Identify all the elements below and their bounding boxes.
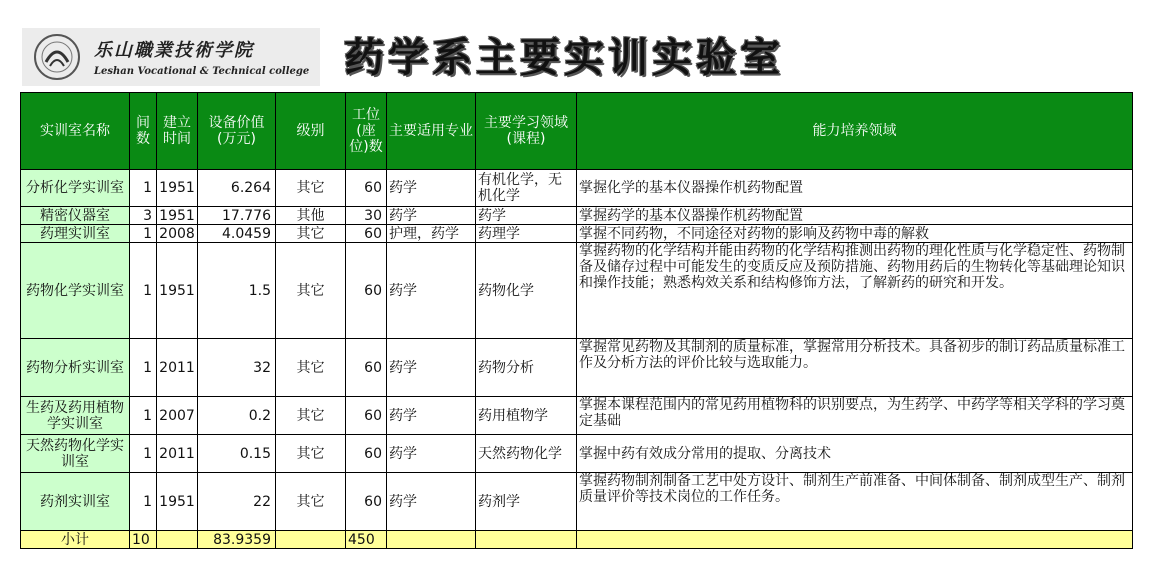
total-row bbox=[21, 531, 1133, 549]
lab-table bbox=[20, 92, 1133, 549]
page-title: 药学系主要实训实验室 bbox=[344, 35, 784, 81]
major-cell: 药学 bbox=[387, 339, 476, 397]
table-row bbox=[21, 243, 1133, 339]
seats-cell: 60 bbox=[346, 339, 387, 397]
logo-chinese-name: 乐山職業技術学院 bbox=[94, 40, 254, 61]
seats-cell: 60 bbox=[346, 397, 387, 435]
total-year-empty bbox=[157, 531, 198, 549]
level-cell: 其他 bbox=[276, 207, 346, 225]
table-row bbox=[21, 397, 1133, 435]
course-cell: 药物分析 bbox=[476, 339, 577, 397]
value-cell: 22 bbox=[198, 473, 276, 531]
table-row bbox=[21, 225, 1133, 243]
year-cell: 1951 bbox=[157, 473, 198, 531]
lab-name: 生药及药用植物学实训室 bbox=[21, 397, 130, 435]
level-cell: 其它 bbox=[276, 473, 346, 531]
ability-cell: 掌握药学的基本仪器操作机药物配置 bbox=[577, 207, 1133, 225]
col-header: 能力培养领域 bbox=[577, 93, 1133, 170]
rooms-cell: 1 bbox=[130, 339, 157, 397]
course-cell: 药物化学 bbox=[476, 243, 577, 339]
seats-cell: 60 bbox=[346, 473, 387, 531]
col-header: 主要学习领域(课程) bbox=[476, 93, 577, 170]
table-header-row bbox=[21, 93, 1133, 170]
value-cell: 1.5 bbox=[198, 243, 276, 339]
level-cell: 其它 bbox=[276, 339, 346, 397]
logo-english-name: Leshan Vocational & Technical college bbox=[94, 66, 310, 77]
major-cell: 护理，药学 bbox=[387, 225, 476, 243]
lab-name: 药物化学实训室 bbox=[21, 243, 130, 339]
value-cell: 32 bbox=[198, 339, 276, 397]
value-cell: 4.0459 bbox=[198, 225, 276, 243]
lab-name: 药剂实训室 bbox=[21, 473, 130, 531]
value-cell: 0.15 bbox=[198, 435, 276, 473]
col-header: 建立时间 bbox=[157, 93, 198, 170]
course-cell: 有机化学，无机化学 bbox=[476, 170, 577, 207]
level-cell: 其它 bbox=[276, 170, 346, 207]
col-header: 级别 bbox=[276, 93, 346, 170]
ability-cell: 掌握不同药物，不同途径对药物的影响及药物中毒的解救 bbox=[577, 225, 1133, 243]
level-cell: 其它 bbox=[276, 225, 346, 243]
college-emblem-icon bbox=[32, 32, 82, 82]
total-ability-empty bbox=[577, 531, 1133, 549]
course-cell: 药剂学 bbox=[476, 473, 577, 531]
lab-name: 药物分析实训室 bbox=[21, 339, 130, 397]
college-logo bbox=[22, 28, 320, 86]
col-header: 工位(座位)数 bbox=[346, 93, 387, 170]
course-cell: 天然药物化学 bbox=[476, 435, 577, 473]
major-cell: 药学 bbox=[387, 207, 476, 225]
level-cell: 其它 bbox=[276, 397, 346, 435]
year-cell: 2007 bbox=[157, 397, 198, 435]
value-cell: 6.264 bbox=[198, 170, 276, 207]
table-row bbox=[21, 473, 1133, 531]
lab-name: 药理实训室 bbox=[21, 225, 130, 243]
total-rooms: 10 bbox=[130, 531, 157, 549]
table-row bbox=[21, 435, 1133, 473]
col-header: 实训室名称 bbox=[21, 93, 130, 170]
rooms-cell: 1 bbox=[130, 397, 157, 435]
total-course-empty bbox=[476, 531, 577, 549]
year-cell: 2008 bbox=[157, 225, 198, 243]
total-label: 小计 bbox=[21, 531, 130, 549]
rooms-cell: 1 bbox=[130, 243, 157, 339]
value-cell: 17.776 bbox=[198, 207, 276, 225]
major-cell: 药学 bbox=[387, 170, 476, 207]
total-major-empty bbox=[387, 531, 476, 549]
col-header: 主要适用专业 bbox=[387, 93, 476, 170]
total-level-empty bbox=[276, 531, 346, 549]
level-cell: 其它 bbox=[276, 243, 346, 339]
col-header: 设备价值(万元) bbox=[198, 93, 276, 170]
major-cell: 药学 bbox=[387, 397, 476, 435]
ability-cell: 掌握化学的基本仪器操作机药物配置 bbox=[577, 170, 1133, 207]
course-cell: 药理学 bbox=[476, 225, 577, 243]
ability-cell: 掌握本课程范围内的常见药用植物科的识别要点，为生药学、中药学等相关学科的学习奠定基础 bbox=[577, 397, 1133, 435]
year-cell: 1951 bbox=[157, 170, 198, 207]
seats-cell: 60 bbox=[346, 435, 387, 473]
table-row bbox=[21, 339, 1133, 397]
value-cell: 0.2 bbox=[198, 397, 276, 435]
lab-name: 精密仪器室 bbox=[21, 207, 130, 225]
total-value: 83.9359 bbox=[198, 531, 276, 549]
rooms-cell: 1 bbox=[130, 473, 157, 531]
seats-cell: 60 bbox=[346, 243, 387, 339]
col-header: 间数 bbox=[130, 93, 157, 170]
course-cell: 药用植物学 bbox=[476, 397, 577, 435]
major-cell: 药学 bbox=[387, 473, 476, 531]
rooms-cell: 1 bbox=[130, 435, 157, 473]
year-cell: 2011 bbox=[157, 435, 198, 473]
level-cell: 其它 bbox=[276, 435, 346, 473]
major-cell: 药学 bbox=[387, 243, 476, 339]
seats-cell: 30 bbox=[346, 207, 387, 225]
course-cell: 药学 bbox=[476, 207, 577, 225]
ability-cell: 掌握常见药物及其制剂的质量标准，掌握常用分析技术。具备初步的制订药品质量标准工作及分析方法的评价比较与选取能力。 bbox=[577, 339, 1133, 397]
lab-name: 天然药物化学实训室 bbox=[21, 435, 130, 473]
seats-cell: 60 bbox=[346, 170, 387, 207]
table-row bbox=[21, 207, 1133, 225]
ability-cell: 掌握中药有效成分常用的提取、分离技术 bbox=[577, 435, 1133, 473]
rooms-cell: 1 bbox=[130, 225, 157, 243]
seats-cell: 60 bbox=[346, 225, 387, 243]
year-cell: 2011 bbox=[157, 339, 198, 397]
ability-cell: 掌握药物制剂制备工艺中处方设计、制剂生产前准备、中间体制备、制剂成型生产、制剂质量评价等技术岗位的工作任务。 bbox=[577, 473, 1133, 531]
year-cell: 1951 bbox=[157, 207, 198, 225]
lab-name: 分析化学实训室 bbox=[21, 170, 130, 207]
major-cell: 药学 bbox=[387, 435, 476, 473]
rooms-cell: 1 bbox=[130, 170, 157, 207]
total-seats: 450 bbox=[346, 531, 387, 549]
rooms-cell: 3 bbox=[130, 207, 157, 225]
page-header bbox=[0, 0, 1163, 92]
ability-cell: 掌握药物的化学结构并能由药物的化学结构推测出药物的理化性质与化学稳定性、药物制备及储存过程中可能发生的变质反应及预防措施、药物用药后的生物转化等基础理论知识和操作技能；熟悉构效关系和结构修饰方法，了解新药的研究和开发。 bbox=[577, 243, 1133, 339]
table-row bbox=[21, 170, 1133, 207]
year-cell: 1951 bbox=[157, 243, 198, 339]
